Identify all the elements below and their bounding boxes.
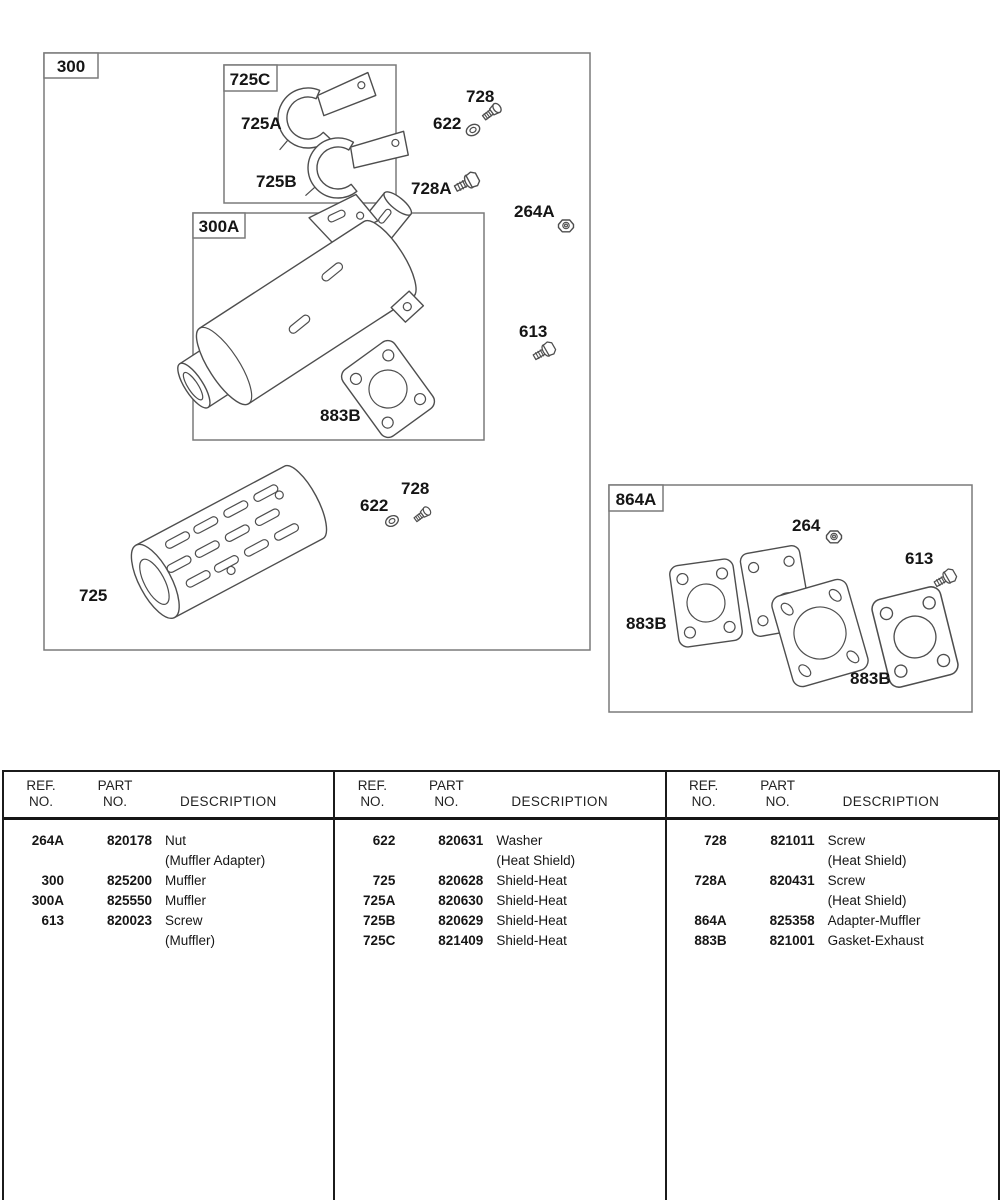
box-label-300: 300	[56, 57, 86, 76]
box-label-725C: 725C	[229, 70, 271, 89]
part-label-613-right: 613	[905, 549, 934, 568]
part-label-725: 725	[79, 586, 108, 605]
part-label-725A: 725A	[241, 114, 282, 133]
part-label-883B-b: 883B	[626, 614, 667, 633]
part-no-header: PART NO.	[97, 778, 133, 809]
part-label-622-bottom: 622	[360, 496, 389, 515]
part-no: 820630	[438, 893, 484, 908]
description: Screw (Heat Shield)	[827, 833, 907, 868]
part-label-264: 264	[792, 516, 821, 535]
description: Shield-Heat	[496, 913, 567, 928]
table-row	[667, 871, 998, 911]
ref-no: 300A	[31, 893, 64, 908]
table-row	[667, 831, 998, 871]
screw-613-drawing	[531, 340, 557, 363]
screw-613-drawing-2	[932, 567, 958, 590]
parts-table-column-3	[667, 772, 998, 1200]
part-label-883B-c: 883B	[850, 669, 891, 688]
ref-no: 728	[704, 833, 727, 848]
part-no: 825358	[769, 913, 815, 928]
description: Adapter-Muffler	[827, 913, 921, 928]
screw-728A-drawing	[452, 170, 481, 195]
table-header	[667, 772, 998, 820]
ref-no-header: REF. NO.	[689, 778, 719, 809]
part-label-725B: 725B	[256, 172, 297, 191]
ref-no: 725C	[363, 933, 396, 948]
part-label-728A: 728A	[411, 179, 452, 198]
part-no: 820628	[438, 873, 484, 888]
ref-no: 725A	[363, 893, 396, 908]
ref-no-header: REF. NO.	[26, 778, 56, 809]
ref-no: 300	[41, 873, 64, 888]
table-row	[667, 911, 998, 931]
part-label-728-bottom: 728	[401, 479, 430, 498]
table-body	[4, 820, 333, 951]
table-row	[335, 831, 664, 871]
table-body	[667, 820, 998, 951]
part-no: 821011	[770, 833, 815, 848]
box-label-864A: 864A	[615, 490, 657, 509]
nut-264A-drawing	[559, 220, 574, 232]
part-no: 820023	[106, 913, 152, 928]
description: Screw (Muffler)	[165, 913, 216, 948]
part-no: 825550	[106, 893, 152, 908]
ref-no: 725	[372, 873, 396, 888]
box-label-300A: 300A	[198, 217, 240, 236]
ref-no: 725B	[363, 913, 396, 928]
description: Muffler	[165, 873, 207, 888]
ref-no: 622	[372, 833, 396, 848]
description: Muffler	[165, 893, 207, 908]
part-label-613-mid: 613	[519, 322, 548, 341]
adapter-muffler-drawing	[739, 544, 870, 689]
ref-no-header: REF. NO.	[357, 778, 387, 809]
gasket-883B-drawing-2	[669, 558, 744, 648]
part-label-728-top: 728	[466, 87, 495, 106]
description: Shield-Heat	[496, 933, 567, 948]
description: Nut (Muffler Adapter)	[165, 833, 266, 868]
part-no: 820178	[106, 833, 152, 848]
description: Shield-Heat	[496, 893, 567, 908]
table-header	[335, 772, 664, 820]
ref-no: 883B	[694, 933, 727, 948]
parts-table-column-2	[335, 772, 666, 1200]
description: Shield-Heat	[496, 873, 567, 888]
ref-no: 864A	[694, 913, 727, 928]
part-label-264A: 264A	[514, 202, 555, 221]
nut-264-drawing	[827, 531, 842, 543]
ref-no: 728A	[694, 873, 727, 888]
description: Gasket-Exhaust	[827, 933, 924, 948]
part-no: 820431	[769, 873, 815, 888]
part-label-622-top: 622	[433, 114, 462, 133]
table-row	[667, 931, 998, 951]
ref-no: 264A	[31, 833, 64, 848]
ref-no: 613	[41, 913, 64, 928]
gasket-883B-drawing-1	[338, 337, 438, 441]
part-no-header: PART NO.	[760, 778, 796, 809]
description-header: DESCRIPTION	[511, 794, 608, 809]
parts-table	[2, 770, 1000, 1200]
table-row	[4, 871, 333, 891]
table-row	[4, 911, 333, 951]
description: Washer (Heat Shield)	[496, 833, 576, 868]
table-row	[335, 931, 664, 951]
table-header	[4, 772, 333, 820]
washer-622-drawing	[464, 122, 481, 138]
washer-622-drawing-2	[384, 514, 400, 529]
description-header: DESCRIPTION	[842, 794, 940, 809]
part-no: 821001	[769, 933, 815, 948]
part-no-header: PART NO.	[428, 778, 464, 809]
table-row	[335, 911, 664, 931]
part-label-883B-a: 883B	[320, 406, 361, 425]
part-no: 820629	[438, 913, 484, 928]
description-header: DESCRIPTION	[180, 794, 277, 809]
part-no: 820631	[438, 833, 484, 848]
description: Screw (Heat Shield)	[827, 873, 907, 908]
table-row	[4, 891, 333, 911]
table-row	[335, 891, 664, 911]
table-row	[4, 831, 333, 871]
part-no: 821409	[438, 933, 484, 948]
table-row	[335, 871, 664, 891]
screw-728-drawing-2	[413, 505, 433, 523]
table-body	[335, 820, 664, 951]
part-no: 825200	[106, 873, 152, 888]
heat-shield-725-drawing	[122, 460, 335, 625]
parts-table-column-1	[4, 772, 335, 1200]
